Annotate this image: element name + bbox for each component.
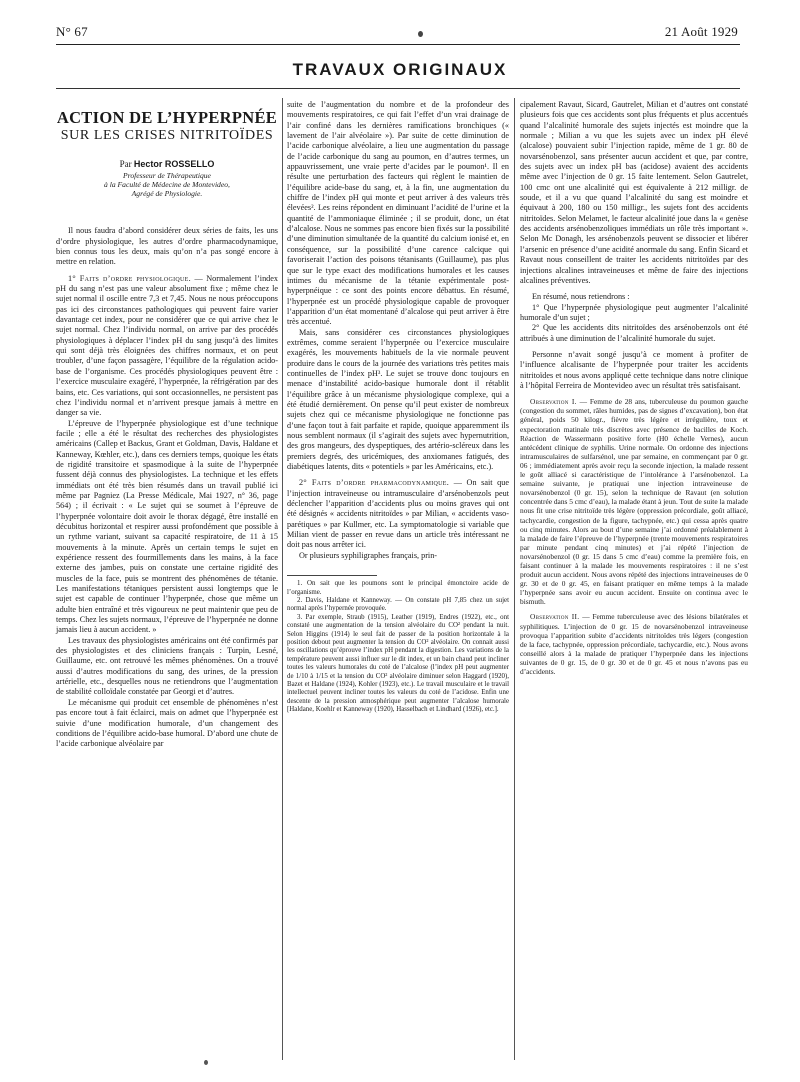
article-subtitle: SUR LES CRISES NITRITOÏDES: [60, 128, 274, 143]
observation-text: — Femme tuberculeuse avec des lésions bilatérales et syphilitiques. L’injection de 0 gr. 15 de novarsénobenzol intraveineuse provoqua l’apparition subite d’accidents nitritoïdes très légers (congestion de la face, tachypnée, oppression précordiale, tachycardie, etc.). Nous avons conseillé alors à la malade de pratiquer l’hyperpnée dans les injections suivantes de 0 gr. 15, de 0 gr. 30 et de 0 gr. 45 et nous n’avons pas eu d’accidents.: [520, 612, 748, 676]
observation-text: — Femme de 28 ans, tuberculeuse du poumon gauche (congestion du sommet, râles humides, pas de signes d’excavation), bon état général, poids 50 kilogr., fièvre très légère et irrégulière, toux et expectoration matinale très discrètes avec présence de bacilles de Koch. Réaction de Wassermann positive forte (H0 échelle Vernes), aucun antécédent clinique de syphilis. Urine normale. On ordonne des injections intramusculaires de sulfarsénol, une par semaine, en commençant par 0 gr. 06 ; immédiatement après avoir reçu la seconde injection, la malade ressent le goût alliacé si caractéristique de l’intolérance à l’arsénobenzol. La semaine suivante, je pratiquai une injection intraveineuse de novarsénobenzol (0 gr. 15), selon la technique de Ravaut (en solution concentrée dans 5 cmc d’eau), la malade étant à jeun. Tout de suite la malade nous fit une crise nitritoïde très légère (oppression précordiale, goût alliacé, tachycardie, congestion de la figure, tachypnée, etc.) qui cessa après quatre ou cinq minutes. Alors au bout d’une semaine j’ai ordonné préalablement à la malade de faire l’épreuve de l’hyperpnée (trente mouvements respiratoires par minute pendant cinq minutes) et j’ai répété l’injection de novarsénobenzol (0 gr. 15 dans 5 cmc d’eau) comme la première fois, en faisant continuer à la malade les mouvements respiratoires : il ne s’est produit aucun accident. Nous avons répété des injections intraveineuses de 0 gr. 30 et de 0 gr. 45, en faisant pratiquer en même temps à la malade l’hyperpnée sans avoir eu aucun accident. Ensuite on continua avec le bismuth.: [520, 397, 748, 607]
article-title: ACTION DE L’HYPERPNÉE: [56, 108, 278, 127]
header-rule: [56, 44, 740, 45]
observation-label: Observation II.: [530, 612, 580, 622]
paragraph: [287, 478, 509, 550]
section-rule: [56, 88, 740, 89]
paragraph-text: — On sait que l’injection intraveineuse ou intramusculaire d’arsénobenzols peut déclencher l’apparition d’accidents plus ou moins graves qui ont été désignés « accidents nitritoïdes » par Milian, « accidents vaso-parétiques » par Kullmer, etc. La symptomatologie si variable que Milian vient de passer en revue dans un article très intéressant ne doit pas nous arrêter ici.: [287, 478, 509, 550]
page-mark: [204, 1060, 208, 1065]
subheading: 1° Faits d’ordre physiologique.: [68, 273, 191, 283]
section-title: TRAVAUX ORIGINAUX: [292, 60, 508, 79]
page-mark: [418, 31, 423, 37]
paragraph: cipalement Ravaut, Sicard, Gautrelet, Milian et d’autres ont constaté plusieurs fois que ces accidents sont plus fréquents et plus accentués quand l’alcalinité humorale des sujets injectés est moindre que la normale ; Milian a vu que les sujets avec un index pH élevé (alcalose) pouvaient subir l’injection rapide, même de 1 gr. 80 de novarsénobenzol, sans présenter aucun accident et que, par contre, des sujets avec un index pH bas (acidose) avaient des accidents même avec l’injection de 0 gr. 15 faite lentement. Selon Gautrelet, 100 cmc ont une alcalinité qui est équivalente à 212 milligr. de soude, et il a vu que quand l’alcalinité du sang est moindre et équivaut à 200, 180 ou 150 milligr., les sujets font des accidents nitritoïdes. Selon Melamet, le facteur alcalinité joue dans la « genèse des accidents arsénobenzoliques immédiats un rôle très important ». Selon Mc Donagh, les arsénobenzols peuvent se dissocier et libérer l’arsenic en présence d’une acidité anormale du sang. Enfin Sicard et Ravaut nous conseillent de traiter les accidents nitritoïdes par des injections alcalines intraveineuses et même de faire des injections alcalines préventives.: [520, 100, 748, 285]
affiliation-line: Professeur de Thérapeutique: [123, 171, 211, 181]
paragraph: En résumé, nous retiendrons :: [532, 292, 630, 302]
paragraph: Le mécanisme qui produit cet ensemble de phénomènes n’est pas encore tout à fait éclairci, mais on admet que l’hyperpnée est suivie d’une modification humorale, d’un changement des conditions de l’équilibre acido-base humoral. D’abord une chute de l’acide carbonique alvéolaire par: [56, 697, 278, 749]
byline: [56, 159, 278, 169]
observation-2: [520, 612, 748, 676]
paragraph: L’épreuve de l’hyperpnée physiologique est d’une technique facile ; elle a été le résultat des recherches des physiologistes américains (Callep et Backus, Grant et Goldman, Davis, Haldane et Kanneway, Kœhler, etc.), dans ces derniers temps, quoique les états de rigidité transitoire et spasmodique à la suite de l’hyperpnée fussent déjà connus des physiologistes. La technique et les effets immédiats ont été très bien résumés dans un travail publié ici même par Pagniez (La Presse Médicale, Mai 1927, n° 36, page 564) ; il écrivait : « Le sujet qui se soumet à l’épreuve de l’hyperpnée volontaire doit avoir le thorax dégagé, être installé en décubitus horizontal et respirer aussi profondément que possible à un rythme variant, suivant sa capacité respiratoire, de 11 à 15 mouvements à la minute. Après un certain temps le sujet en expérience ressent des fourmillements dans les mains, à la face externe des jambes, puis on constate une certaine rigidité des muscles de la face, puis se montrent des phénomènes de tétanie. Les manifestations tétaniques persistent aussi longtemps que le sujet est capable de continuer l’hyperpnée, chose que même un adulte bien entraîné et très vigoureux ne peut maintenir que peu de temps. Chez les sujets normaux, l’épreuve de l’hyperpnée ne donne jamais lieu à aucun accident. »: [56, 418, 278, 635]
observation-label: Observation I.: [530, 397, 577, 407]
paragraph: Les travaux des physiologistes américains ont été confirmés par des physiologistes et des cliniciens français : Turpin, Lesné, Guillaume, etc. ont retrouvé les mêmes phénomènes. On a trouvé aussi d’autres modifications du sang, des urines, de la pression artérielle, etc., desquelles nous ne retiendrons que l’augmentation de stabilité colloïdale constatée par Georgi et d’autres.: [56, 635, 278, 697]
paragraph: Il nous faudra d’abord considérer deux séries de faits, les uns d’ordre physiologique, les autres d’ordre pharmacodynamique, bien connus tous les deux, mais qu’on n’a pas songé encore à mettre en relation.: [56, 226, 278, 267]
paragraph: Or plusieurs syphiligraphes français, prin-: [299, 550, 438, 560]
paragraph: Personne n’avait songé jusqu’à ce moment à profiter de l’influence alcalisante de l’hyperpnée pour traiter les accidents nitritoïdes et nous avons appliqué cette technique dans notre clinique à l’hôpital Ferreira de Montevideo avec un résultat très satisfaisant.: [520, 349, 748, 390]
paragraph: Mais, sans considérer ces circonstances physiologiques extrêmes, comme seraient l’hyperpnée ou l’exercice musculaire exagérés, les mouvements habituels de la vie normale peuvent produire dans le cours de la journée des variations très petites mais continuelles de l’index pH³. Le sujet se trouve donc toujours en menace d’instabilité acido-basique humorale dont il rétablit l’équilibre grâce à un mécanisme physiologique complexe, qui a été étudié dernièrement. On pense qu’il peut exister de nombreux sujets chez qui ce mécanisme physiologique ne fonctionne pas d’une façon tout à fait parfaite et rapide, quoique apparemment ils nous semblent normaux (il s’agirait des sujets avec hypernutrition, des gros mangeurs, des dyspeptiques, des artério-scléreux dans les premiers degrés, des uricémiques, des anxiomanes fatigués, des diabétiques latents, dits « potentiels » par les Américains, etc.).: [287, 327, 509, 472]
affiliation-line: Agrégé de Physiologie.: [131, 189, 203, 199]
column-3: [520, 100, 748, 676]
footnote: 1. On sait que les poumons sont le principal émonctoire acide de l’organisme.: [287, 580, 509, 596]
paragraph: 2° Que les accidents dits nitritoïdes des arsénobenzols ont été attribués à une diminution de l’alcalinité humorale du sujet.: [520, 323, 748, 343]
affiliation-line: à la Faculté de Médecine de Montevideo,: [104, 180, 230, 190]
paragraph-text: — Normalement l’index pH du sang n’est pas une valeur absolument fixe ; même chez le sujet normal il oscille entre 7,3 et 7,45. Nous ne nous préoccupons pas ici des circonstances pathologiques qui peuvent faire varier davantage cet index, pour ne considérer que ce qui arrive chez le sujet normal. Chez l’individu normal, on arrive par des procédés physiologiques à déplacer l’index pH du sang jusqu’à des limites qui sont déjà très éloignées des chiffres normaux, et on peut troubler, d’une façon passagère, l’équilibre de la régulation acido-base de l’organisme. Ces procédés physiologiques peuvent être : l’exercice musculaire exagéré, l’hyperpnée, la réfrigération par des bains, etc. Ces variations, qui sont occasionnelles, ne persistent pas chez l’individu normal et n’arrivent presque jamais à mettre en danger sa vie.: [56, 273, 278, 418]
footnote: 3. Par exemple, Straub (1915), Leather (1919), Endres (1922), etc., ont constaté une augmentation de la tension alvéolaire du CO² pendant la nuit. Selon Higgins (1914) le seul fait de passer de la position horizontale à la position debout peut augmenter la tension du CO² alvéolaire. On connait aussi les oscillations qu’éprouve l’index pH pendant la digestion. Les variations de la température peuvent aussi influer sur le dit index, et un bain chaud peut incliner toutes les valeurs humorales du coté de l’alcalose (l’index pH peut augmenter de 1/10 à 1/15 et la tension du CO² alvéolaire diminuer selon Haggard (1920), Bazet et Haldane (1924), Kohler (1923), etc.). Le travail musculaire et le travail intellectuel peuvent incliner toutes les valeurs du coté de l’acidose. Enfin une descente de la pression atmosphérique peut augmenter l’alcalose humorale [Haldane, Koehlr et Kanneway (1920), Hasselbach et Lindhard (1926), etc.].: [287, 613, 509, 714]
subheading: 2° Faits d’ordre pharmacodynamique.: [299, 478, 450, 488]
column-2: [287, 100, 509, 715]
byline-prefix: Par: [119, 159, 132, 169]
author-name: Hector ROSSELLO: [133, 159, 215, 169]
issue-date: 21 Août 1929: [664, 24, 738, 39]
paragraph: [56, 274, 278, 419]
paragraph: suite de l’augmentation du nombre et de la profondeur des mouvements respiratoires, ce qui fait l’effet d’un vrai drainage de l’air confiné dans les dernières ramifications bronchiques (« lavement de l’air alvéolaire »). Par suite de cette diminution de l’acide carbonique alvéolaire, a lieu une augmentation du passage de l’acide carbonique du sang au poumon, en d’autres termes, un appauvrissement, une vraie perte d’acides par le poumon¹. Il en résulte une perturbation des facteurs qui règlent le maintien de l’équilibre acide-base du sang, et, à la fin, une augmentation du chiffre de l’index pH qui monte et peut arriver à des valeurs très élevées². Les reins répondent en diminuant l’acidité de l’urine et la quantité de l’ammoniaque éliminée ; il se produit, donc, un état d’alcalose. Nous ne sommes pas encore bien fixés sur la possibilité d’une diminution simultanée de la quantité du calcium ionisé et, en conséquence, sur la possibilité d’une carence calcique qui favoriserait l’action des poisons tétanisants (Guillaume), pas plus que sur le type exact des modifications humorales et les causes intimes du mécanisme de la tétanie expérimentale post-hyperpnéique : ce sont des points encore débattus. En résumé, l’hyperpnée est un procédé physiologique capable de provoquer l’apparition d’un état momentané d’alcalose qui peut arriver à être très accentué.: [287, 100, 509, 327]
issue-number: N° 67: [56, 24, 88, 39]
footnote: 2. Davis, Haldane et Kanneway. — On constate pH 7,85 chez un sujet normal après l’hypernée provoquée.: [287, 596, 509, 613]
footnote-rule: [287, 575, 377, 576]
observation-1: [520, 397, 748, 606]
column-divider-1: [282, 98, 283, 1060]
paragraph: 1° Que l’hyperpnée physiologique peut augmenter l’alcalinité humorale d’un sujet ;: [520, 302, 748, 322]
column-1: [56, 100, 278, 750]
column-divider-2: [514, 98, 515, 1060]
author-affiliation: [56, 171, 278, 198]
